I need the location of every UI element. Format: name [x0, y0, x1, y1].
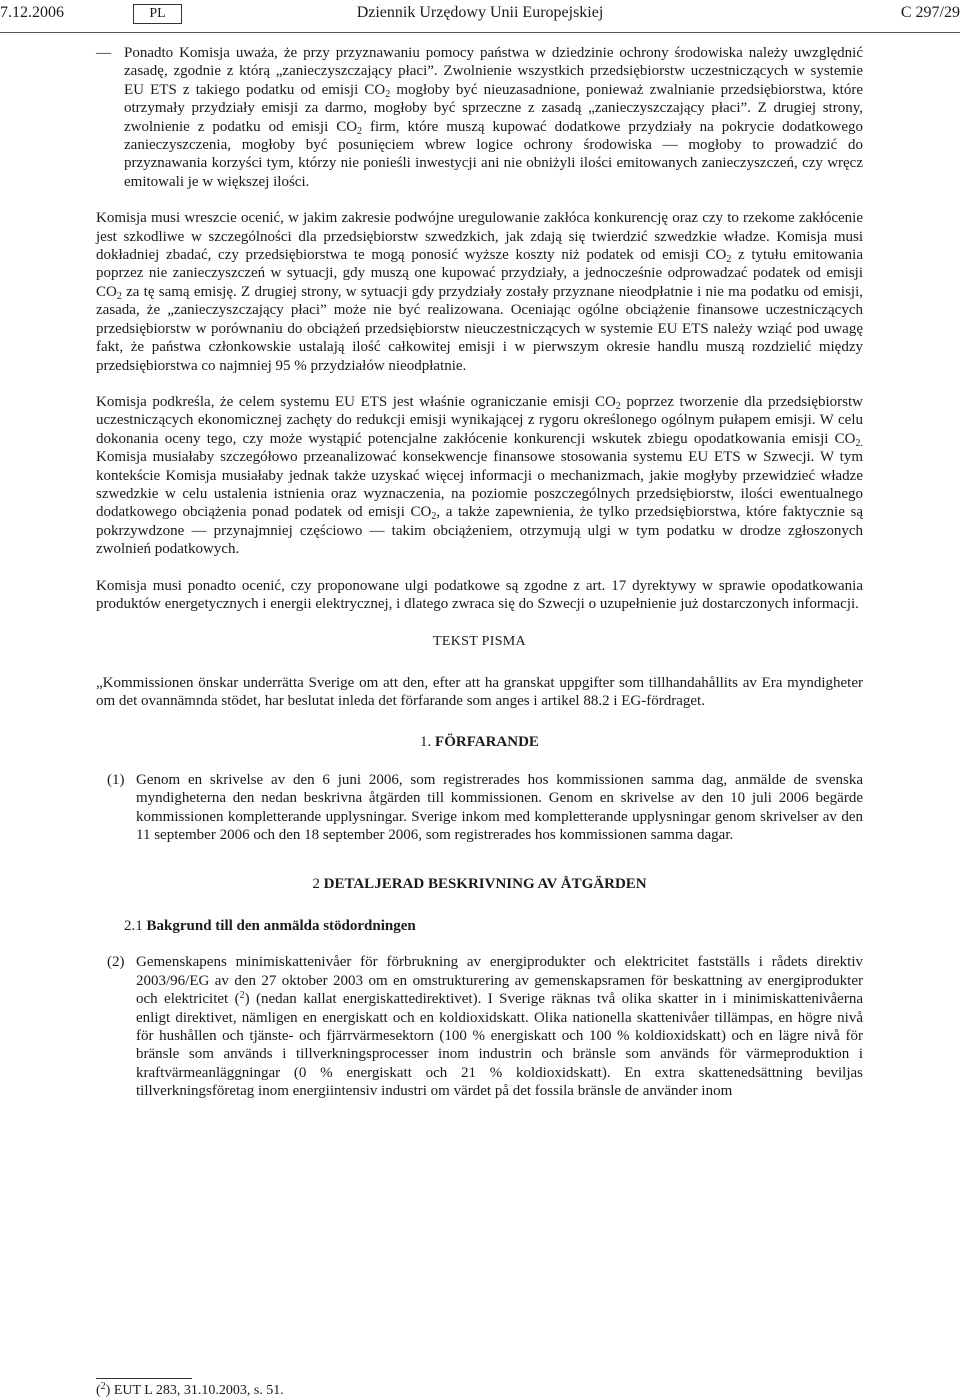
- text-run: Komisja musiałaby szczegółowo przeanalizować konsekwencje finansowe stosowania systemu EU ETS w Szwecji. W tym kontekście Komisja musiałaby jednak także uzyskać więcej informacji o mechanizmach, jakie mogłyby przewidzieć władze szwedzkie w celu ustalenia istnienia oraz wyznaczenia, na poziomie poszczególnych przedsiębiorstw, ilości ewentualnego dodatkowego obciążenia ponad podatek od emisji CO: [96, 449, 863, 521]
- text-run: Genom en skrivelse av den 6 juni 2006, som registrerades hos kommissionen samma dag, anmälde de svenska myndigheterna den nedan beskrivna åtgärden till kommissionen. Genom en skrivelse av den 10 juli 2006 begärde kommissionen kompletterande upplysningar. Sverige inkom med kompletterande upplysningar genom skrivelser av den 11 september 2006 och den 18 september 2006, som registrerades hos kommissionen samma dagar.: [136, 772, 863, 844]
- section-number: 1.: [420, 733, 432, 750]
- text-run: poprzez tworzenie dla przedsiębiorstw uczestniczących ekonomicznej zachęty do redukcji emisji wynikającej z rygoru określonego ogólnym pułapem emisji. W celu dokonania oceny tego, czy może wystąpić potencjalne zakłócenie konkurencji wskutek zbiegu opodatkowania emisji CO: [96, 393, 864, 447]
- subscript: 2: [431, 511, 437, 523]
- subscript: 2: [116, 290, 122, 302]
- letter-intro: „Kommissionen önskar underrätta Sverige om att den, efter att ha granskat uppgifter som tillhandahållits av Era myndigheter om det ovannämnda stödet, har beslutat inleda det förfarande som anges i artikel 88.2 i EG-fördraget.: [96, 674, 863, 710]
- subscript: 2: [726, 254, 732, 266]
- section-heading-2: [96, 875, 863, 893]
- footnote-divider: [96, 1378, 192, 1379]
- paragraph-article-17: Komisja musi ponadto ocenić, czy proponowane ulgi podatkowe są zgodne z art. 17 dyrektywy w sprawie opodatkowania produktów energetycznych i energii elektrycznej, i dlatego zwraca się do Szwecji o uzupełnienie już dostarczonych informacji.: [96, 577, 863, 612]
- text-run: Gemenskapens minimiskattenivåer för förbrukning av energiprodukter och elektricitet fastställs i rådets direktiv 2003/96/EG av den 27 oktober 2003 om en omstrukturering av gemenskapsramen för beskattning av energiprodukter och elektricitet (: [136, 954, 863, 1008]
- language-badge: PL: [133, 4, 182, 24]
- numbered-paragraph-2: [96, 953, 863, 1100]
- issue-number: C 297/29: [900, 4, 960, 21]
- section-heading-1: [96, 733, 863, 751]
- text-run: firm, które muszą kupować dodatkowe przydziały na pokrycie dodatkowego zanieczyszczenia, mogłoby być posunięciem wbrew logice ochrony środowiska — mogłoby to prowadzić do przyznawania korzyści tym, którzy nie ponieśli inwestycji ani nie obniżyli ilości emitowanych zanieczyszczeń, czy wręcz emitowali je w większej ilości.: [124, 118, 863, 190]
- subscript: 2.: [855, 437, 863, 449]
- text-run: Komisja podkreśla, że celem systemu EU ETS jest właśnie ograniczanie emisji CO: [96, 393, 616, 410]
- section-number: 2: [312, 875, 320, 892]
- paragraph-number: (1): [107, 772, 125, 788]
- paragraph-eu-ets: [96, 393, 863, 559]
- footnote-ref[interactable]: 2: [239, 990, 245, 1002]
- footnote: ($^2$) EUT L 283, 31.10.2003, s. 51.: [96, 1381, 284, 1398]
- section-title: DETALJERAD BESKRIVNING AV ÅTGÄRDEN: [323, 875, 647, 892]
- text-run: Komisja musi wreszcie ocenić, w jakim zakresie podwójne uregulowanie zakłóca konkurencję oraz czy to rzekome zakłócenie jest szkodliwe w szczególności dla przedsiębiorstw szwedzkich, jak zdają się twierdzić szwedzkie władze. Komisja musi dokładniej zbadać, czy przedsiębiorstwa te mogą ponosić wyższe koszty niż podatek od emisji CO: [96, 210, 863, 264]
- document-body: [96, 44, 863, 1119]
- footnote-number: 2: [100, 1381, 106, 1392]
- subscript: 2: [385, 88, 391, 100]
- subsection-title: Bakgrund till den anmälda stödordningen: [146, 918, 416, 935]
- dash-marker: —: [96, 45, 111, 61]
- subscript: 2: [615, 400, 621, 412]
- text-run: z tytułu emitowania poprzez nie zanieczyszczeń w sytuacji, gdy muszą one kupować przydziały, a jednocześnie odprowadzać podatek od emisji CO: [96, 247, 864, 300]
- text-run: ) (nedan kallat energiskattedirektivet). I Sverige räknas två olika skatter in i minimiskattenivåerna enligt direktivet, nämligen en energiskatt och en koldioxidskatt. Olika nationella skattenivåer tillämpas, en högre nivå för hushållen och tjänste- och fjärrvärmesektorn (100 % energiskatt och 100 % koldioxidskatt) och en lägre nivå för bränsle som används i tillverkningsprocesser inom industrin och bränsle som används för värmeproduktion i kraftvärmeanläggningar (0 % energiskatt och 21 % koldioxidskatt). En extra skattenedsättning beviljas tillverkningsföretag inom energiintensiv industri om värdet på det fossila bränsle de använder inom: [136, 991, 863, 1100]
- header-divider: [0, 32, 960, 33]
- page-header: [0, 4, 960, 26]
- text-run: Ponadto Komisja uważa, że przy przyznawaniu pomocy państwa w dziedzinie ochrony środowiska należy uwzględnić zasadę, zgodnie z którą „zanieczyszczający płaci”. Zwolnienie wszystkich przedsiębiorstw uczestniczących w systemie EU ETS z takiego podatku od emisji CO: [124, 45, 863, 98]
- numbered-paragraph-1: [96, 771, 863, 845]
- subsection-number: 2.1: [124, 918, 143, 935]
- section-title: FÖRFARANDE: [435, 733, 539, 750]
- paragraph-number: (2): [107, 954, 125, 971]
- text-run: mogłoby być nieuzasadnione, ponieważ zwalnianie przedsiębiorstwa, które otrzymały przydziały emisji za darmo, mogłoby być sprzeczne z zasadą „zanieczyszczający płaci”. Z drugiej strony, zwolnienie z podatku od emisji CO: [124, 81, 864, 135]
- dash-paragraph: [96, 44, 863, 191]
- text-run: za tę samą emisję. Z drugiej strony, w sytuacji gdy przydziały zostały przyznane nieodpłatnie i nie ma podatku od emisji, zasada, że „zanieczyszczający płaci” może nie być realizowana. Oceniając ogólne obciążenie finansowe uczestniczących przedsiębiorstw w porównaniu do obciążeń przedsiębiorstw nieuczestniczących w systemie EU ETS należy wziąć pod uwagę fakt, że państwa członkowskie ustalają ilość całkowitej emisji i w pierwszym okresie handlu muszą rozdzielić między przedsiębiorstwa co najmniej 95 % przydziałów nieodpłatnie.: [96, 283, 863, 374]
- text-run: , a także zapewnienia, że tylko przedsiębiorstwa, które faktycznie są pokrzywdzone — przynajmniej częściowo — takim obciążeniem, otrzymują ulgi w tym podatku w drodze zgłoszonych zwolnień podatkowych.: [96, 504, 863, 558]
- letter-title: TEKST PISMA: [433, 634, 526, 650]
- publication-date: 7.12.2006: [0, 4, 64, 21]
- subscript: 2: [357, 125, 363, 137]
- footnote-text: EUT L 283, 31.10.2003, s. 51.: [113, 1383, 284, 1398]
- paragraph-competition: [96, 209, 863, 375]
- journal-title: Dziennik Urzędowy Unii Europejskiej: [356, 4, 604, 21]
- subsection-heading-2-1: [124, 917, 863, 935]
